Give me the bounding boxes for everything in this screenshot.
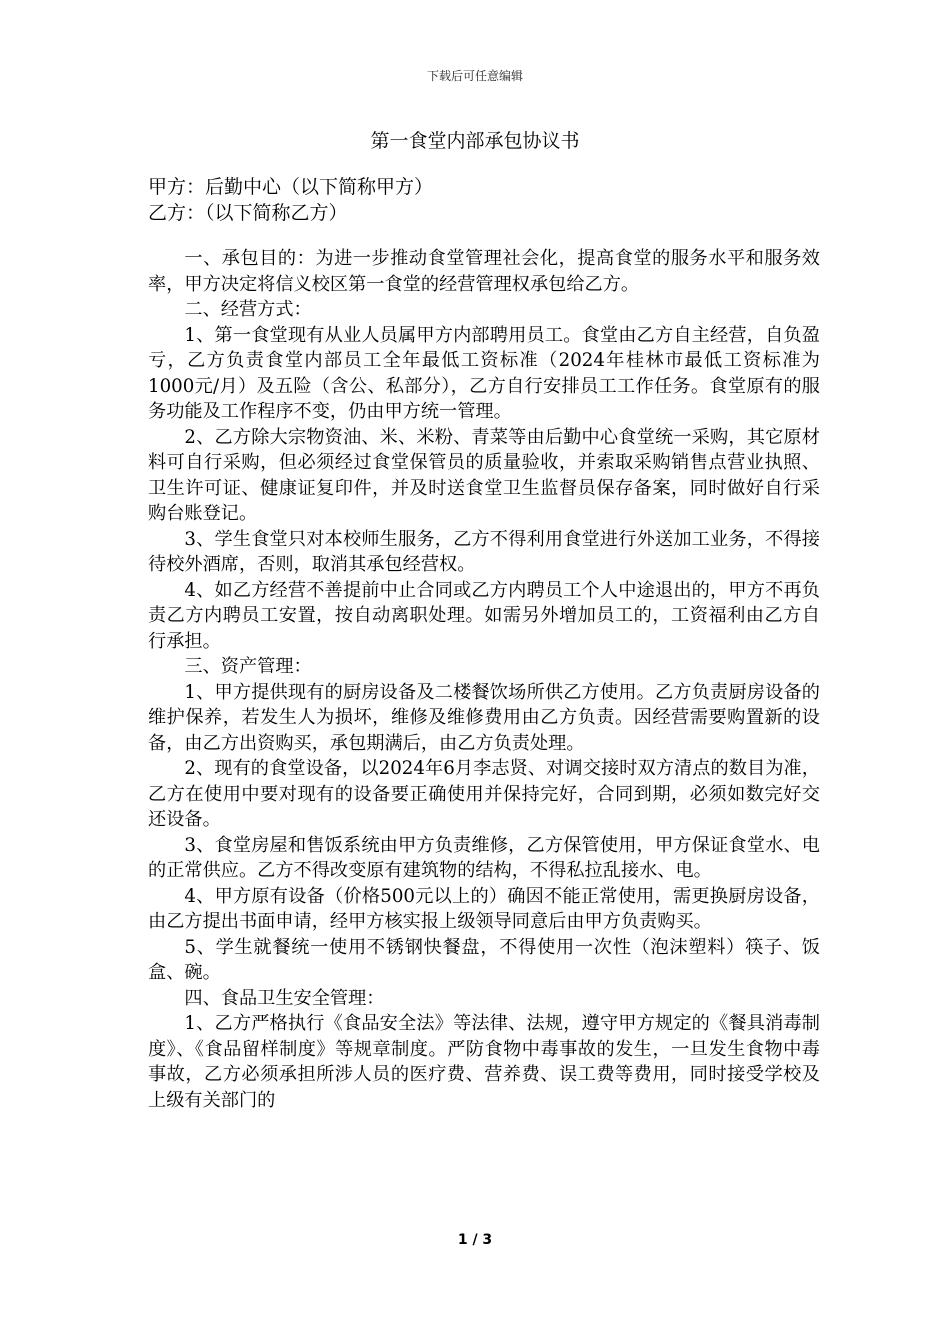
header-note: 下载后可任意编辑 [426, 69, 523, 83]
paragraph-operation-1: 1、第一食堂现有从业人员属甲方内部聘用员工。食堂由乙方自主经营，自负盈亏，乙方负责食堂内部员工全年最低工资标准（2024年桂林市最低工资标准为1000元/月）及五险（含公、私部分），乙方自行安排员工工作任务。食堂原有的服务功能及工作程序不变，仍由甲方统一管理。 [148, 324, 820, 422]
paragraph-operation-2: 2、乙方除大宗物资油、米、米粉、青菜等由后勤中心食堂统一采购，其它原材料可自行采购，但必须经过食堂保管员的质量验收，并索取采购销售点营业执照、卫生许可证、健康证复印件，并及时送食堂卫生监督员保存备案，同时做好自行采购台账登记。 [148, 426, 820, 524]
paragraph-assets-4: 4、甲方原有设备（价格500元以上的）确因不能正常使用，需更换厨房设备，由乙方提出书面申请，经甲方核实报上级领导同意后由甲方负责购买。 [148, 885, 820, 932]
document-body [148, 246, 820, 1113]
paragraph-assets-1: 1、甲方提供现有的厨房设备及二楼餐饮场所供乙方使用。乙方负责厨房设备的维护保养，若发生人为损坏，维修及维修费用由乙方负责。因经营需要购置新的设备，由乙方出资购买，承包期满后，由乙方负责处理。 [148, 681, 820, 754]
paragraph-purpose: 一、承包目的：为进一步推动食堂管理社会化，提高食堂的服务水平和服务效率，甲方决定将信义校区第一食堂的经营管理权承包给乙方。 [148, 248, 820, 295]
paragraph-assets-2: 2、现有的食堂设备，以2024年6月李志贤、对调交接时双方清点的数目为准，乙方在使用中要对现有的设备要正确使用并保持完好，合同到期，必须如数完好交还设备。 [148, 758, 820, 830]
section-heading-operation: 二、经营方式： [184, 299, 312, 320]
section-heading-assets: 三、资产管理： [184, 656, 312, 677]
paragraph-food-safety-1: 1、乙方严格执行《食品安全法》等法律、法规，遵守甲方规定的《餐具消毒制度》、《食品留样制度》等规章制度。严防食物中毒事故的发生，一旦发生食物中毒事故，乙方必须承担所涉人员的医疗费、营养费、误工费等费用，同时接受学校及上级有关部门的 [148, 1013, 820, 1111]
paragraph-assets-5: 5、学生就餐统一使用不锈钢快餐盘，不得使用一次性（泡沫塑料）筷子、饭盒、碗。 [148, 936, 820, 983]
paragraph-operation-4: 4、如乙方经营不善提前中止合同或乙方内聘员工个人中途退出的，甲方不再负责乙方内聘员工安置，按自动离职处理。如需另外增加员工的，工资福利由乙方自行承担。 [148, 579, 820, 652]
party-b-line: 乙方：（以下简称乙方） [148, 202, 348, 224]
paragraph-operation-3: 3、学生食堂只对本校师生服务，乙方不得利用食堂进行外送加工业务，不得接待校外酒席，否则，取消其承包经营权。 [148, 528, 820, 575]
party-a-line: 甲方：后勤中心（以下简称甲方） [148, 176, 434, 198]
page-number: 1 / 3 [457, 1232, 493, 1248]
section-heading-food-safety: 四、食品卫生安全管理： [184, 987, 385, 1009]
paragraph-assets-3: 3、食堂房屋和售饭系统由甲方负责维修，乙方保管使用，甲方保证食堂水、电的正常供应。乙方不得改变原有建筑物的结构，不得私拉乱接水、电。 [148, 834, 820, 881]
document-title: 第一食堂内部承包协议书 [370, 130, 580, 152]
